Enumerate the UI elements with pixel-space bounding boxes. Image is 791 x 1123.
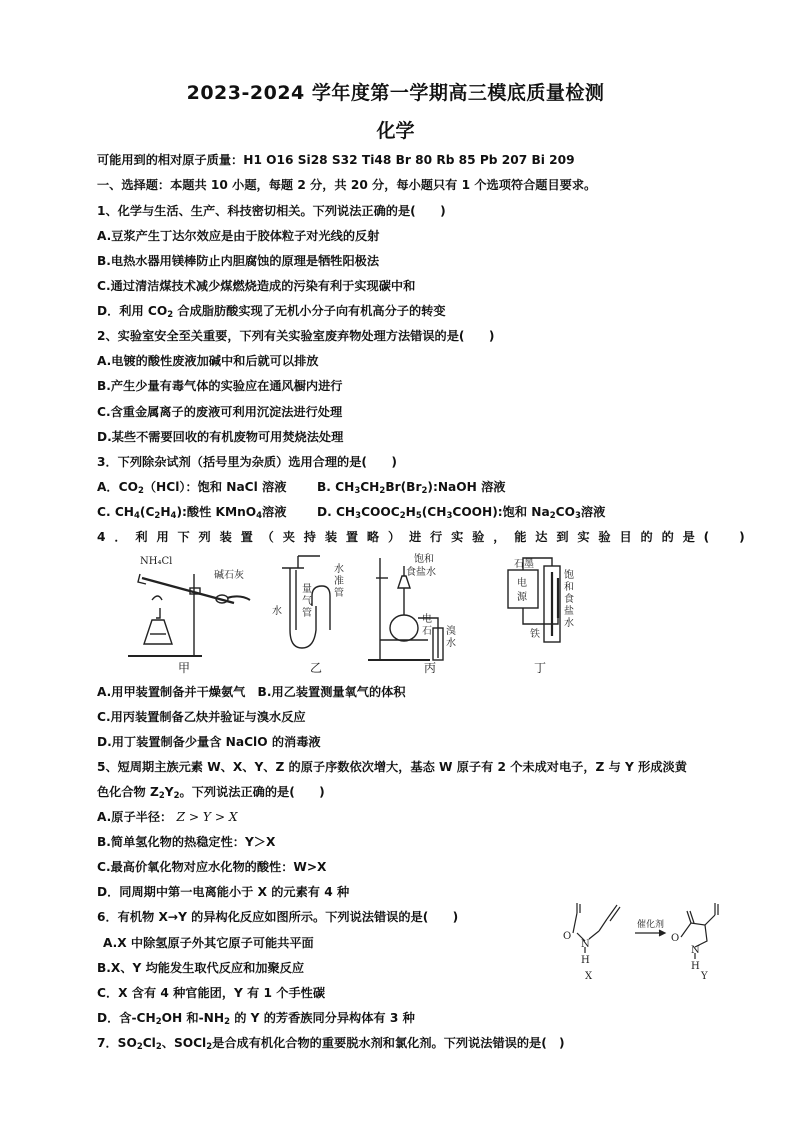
isomerization-scheme [555,895,725,985]
q1-option-c: C.通过清洁煤技术减少煤燃烧造成的污染有利于实现碳中和 [97,279,416,293]
q2-stem: 2、实验室安全至关重要，下列有关实验室废弃物处理方法错误的是( ) [97,329,495,343]
q5-stem-line2: 色化合物 $Z_2Y_2$。下列说法正确的是( ) [97,785,325,801]
q4-stem-char: 下 [177,530,190,544]
q4-stem-char [718,529,730,545]
q2-option-a: A.电镀的酸性废液加碱中和后就可以排放 [97,354,319,368]
y-hydrogen: H [691,961,700,972]
q4-stem-char: 是 [682,530,695,544]
q5-option-d: D．同周期中第一电离能小于 X 的元素有 4 种 [97,885,350,899]
x-nitrogen: N [581,939,590,950]
q2-option-b: B.产生少量有毒气体的实验应在通风橱内进行 [97,379,343,393]
q4-stem-char: 实 [577,530,590,544]
q2-option-d: D.某些不需要回收的有机废物可用焚烧法处理 [97,430,344,444]
q4-stem-char: 验 [598,530,611,544]
q4-stem-char: 装 [219,530,232,544]
label-water-yi: 水 [272,606,282,617]
q4-stem-char: 4 [97,530,106,544]
section-heading: 一、选择题：本题共 10 小题，每题 2 分，共 20 分，每小题只有 1 个选项符合题目要求。 [97,178,597,192]
q4-stem-char: ． [114,530,127,544]
q4-stem-char: 置 [345,530,359,544]
label-jia: 甲 [178,661,191,675]
label-level-tube-2: 准 [334,576,344,587]
q4-stem-char: 目 [619,530,632,544]
q7-stem: 7．$SO_2Cl_2$、SOCl$_2$是合成有机化合物的重要脱水剂和氯化剂。下列说法错误的是( ) [97,1036,565,1052]
q6-option-a: A.X 中除氢原子外其它原子可能共平面 [103,936,314,950]
label-yi: 乙 [310,661,323,675]
q4-stem-char: ） [387,530,401,544]
q6-option-c: C．X 含有 4 种官能团，Y 有 1 个手性碳 [97,986,326,1000]
q4-stem-char: 达 [535,530,548,544]
label-bing: 丙 [424,661,437,675]
x-hydrogen: H [581,955,590,966]
q4-option-ab: A.用甲装置制备并干燥氨气 B.用乙装置测量氧气的体积 [97,685,406,699]
q6-stem: 6．有机物 X→Y 的异构化反应如图所示。下列说法错误的是( ) [97,910,459,924]
q4-stem-char: 利 [135,530,148,544]
q4-stem-char: 到 [556,530,569,544]
q5-stem-line1: 5、短周期主族元素 W、X、Y、Z 的原子序数依次增大，基态 W 原子有 2 个未成对电子，Z 与 Y 形成淡黄 [97,760,687,774]
q4-stem-char: （ [261,530,274,544]
q1-option-a: A.豆浆产生丁达尔效应是由于胶体粒子对光线的反射 [97,229,380,243]
subject-title: 化学 [376,120,415,142]
y-label: Y [701,971,708,982]
q4-stem-char: ) [739,530,745,544]
catalyst-label: 催化剂 [637,920,665,930]
q4-stem-char: 验 [472,530,485,544]
q4-stem-char: 进 [409,530,422,544]
q4-stem-char: 的 [661,530,674,544]
label-nh4cl: NH₄Cl [140,556,173,567]
molecule-svg [555,895,725,985]
q4-stem [97,529,745,545]
q5-option-c: C.最高价氧化物对应水化物的酸性：W>X [97,860,327,874]
label-level-tube-3: 管 [334,588,344,599]
q4-stem-char: 持 [303,530,316,544]
q1-option-b: B.电热水器用镁棒防止内胆腐蚀的原理是牺牲阳极法 [97,254,380,268]
q1-option-d: D．利用 $CO_2$ 合成脂肪酸实现了无机小分子向有机高分子的转变 [97,304,446,320]
q4-option-d: D.用丁装置制备少量含 NaClO 的消毒液 [97,735,321,749]
q2-option-c: C.含重金属离子的废液可利用沉淀法进行处理 [97,405,343,419]
q4-stem-char: ， [493,530,506,544]
label-brine-v-5: 水 [564,618,574,629]
label-bromine-2: 水 [446,638,456,649]
q3-option-c: C. $CH_4(C_2H_4)$:酸性 KMnO$_4$溶液 [97,505,287,521]
q4-stem-char: 置 [240,530,253,544]
label-brine-v-2: 和 [564,582,574,593]
y-nitrogen: N [691,945,700,956]
atomic-masses: 可能用到的相对原子质量：H1 O16 Si28 S32 Ti48 Br 80 Rb 85 Pb 207 Bi 209 [97,153,575,167]
exam-title: 2023-2024 学年度第一学期高三模底质量检测 [186,82,605,104]
y-oxygen: O [671,933,680,944]
q1-stem: 1、化学与生活、生产、科技密切相关。下列说法正确的是( ) [97,204,446,218]
q5-option-a: A.原子半径： Z > Y > X [97,810,238,824]
x-label: X [585,971,593,982]
q5-option-b: B.简单氢化物的热稳定性：Y＞X [97,835,276,849]
q3-stem: 3．下列除杂试剂（括号里为杂质）选用合理的是( ) [97,455,397,469]
q4-stem-char: 装 [324,530,337,544]
label-brine-v-3: 食 [564,594,574,605]
q3-option-d: D. $CH_3COOC_2H_5(CH_3COOH)$:饱和 $Na_2CO_3$溶液 [317,505,606,521]
label-power-1: 电 [517,578,527,589]
q4-stem-char: 用 [156,530,169,544]
q4-stem-char: 略 [366,530,380,544]
q3-option-a: A．$CO_2(HCl)$：饱和 NaCl 溶液 [97,480,287,496]
label-iron: 铁 [530,629,540,640]
label-carbide-2: 石 [422,626,432,637]
q4-stem-char: 夹 [282,530,295,544]
label-burette-1: 量 [302,584,312,595]
label-brine-v-4: 盐 [564,606,574,617]
apparatus-figure [122,548,597,678]
label-brine-bottom: 食盐水 [406,567,436,578]
q4-stem-char: 列 [198,530,211,544]
label-graphite: 石墨 [514,559,534,570]
q4-option-c: C.用丙装置制备乙炔并验证与溴水反应 [97,710,306,724]
label-bromine-1: 溴 [446,626,456,637]
x-oxygen: O [563,931,572,942]
label-carbide-1: 电 [422,614,432,625]
label-level-tube-1: 水 [334,564,344,575]
q4-stem-char: ( [703,530,710,544]
q6-option-b: B.X、Y 均能发生取代反应和加聚反应 [97,961,305,975]
q4-stem-char: 能 [514,530,527,544]
q4-stem-char: 行 [430,530,443,544]
q6-option-d: D．含$-CH_2OH$ 和$-NH_2$ 的 Y 的芳香族同分异构体有 3 种 [97,1011,415,1027]
label-burette-2: 气 [302,596,312,607]
label-burette-3: 管 [302,608,312,619]
q4-stem-char: 实 [451,530,464,544]
label-ding: 丁 [534,661,547,675]
q4-stem-char: 的 [640,530,653,544]
label-power-2: 源 [517,592,527,603]
label-brine-top: 饱和 [414,554,434,565]
label-soda-lime: 碱石灰 [214,570,244,581]
q3-option-b: B. $CH_3CH_2Br(Br_2):NaOH$ 溶液 [317,480,506,496]
apparatus-svg [122,548,597,678]
label-brine-v-1: 饱 [564,570,574,581]
